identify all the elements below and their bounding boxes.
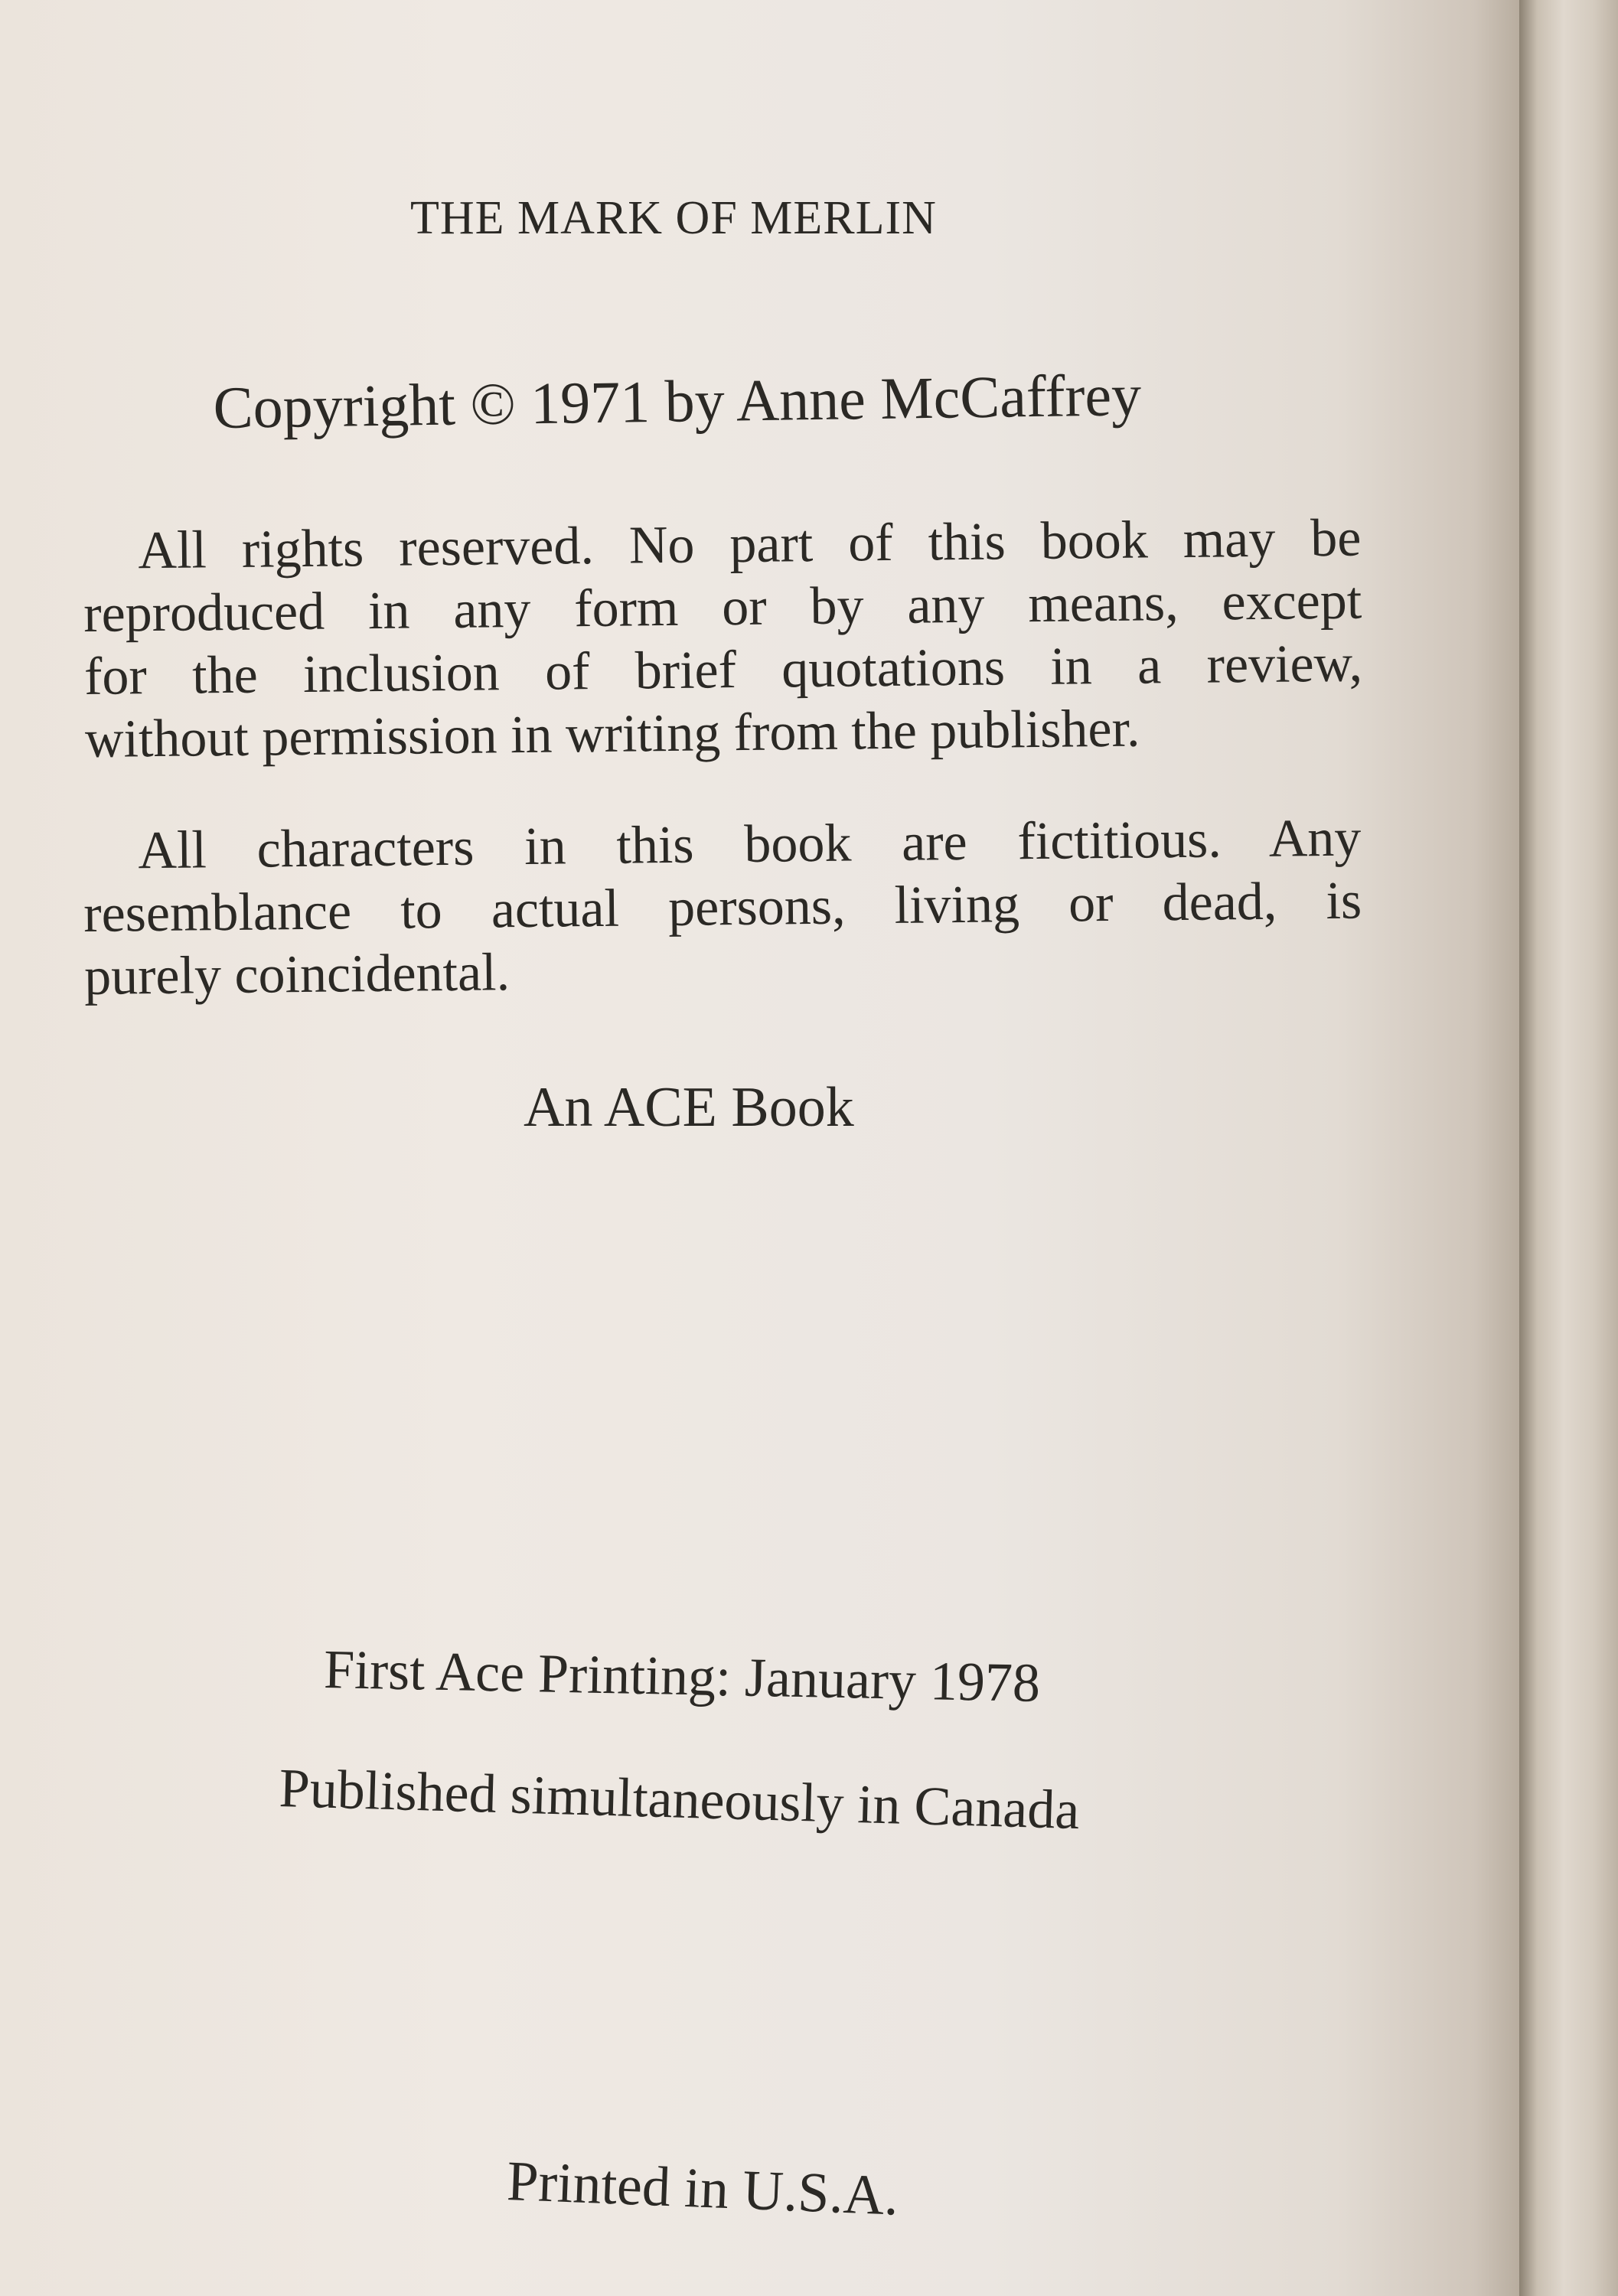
book-title: THE MARK OF MERLIN: [410, 192, 937, 244]
rights-line: reproduced in any form or by any means, except: [83, 571, 1362, 644]
printing-history: First Ace Printing: January 1978: [323, 1638, 1041, 1714]
rights-reserved-paragraph: [83, 507, 1363, 771]
rights-line: All rights reserved. No part of this book may be: [138, 508, 1362, 581]
disclaimer-line: All characters in this book are fictitious. Any: [138, 808, 1362, 881]
country-of-printing: Printed in U.S.A.: [505, 2149, 900, 2228]
copyright-notice: Copyright © 1971 by Anne McCaffrey: [213, 361, 1142, 441]
disclaimer-line: purely coincidental.: [83, 943, 511, 1006]
publisher-imprint: An ACE Book: [524, 1076, 854, 1139]
book-spine-edge: [1519, 0, 1618, 2296]
disclaimer-line: resemblance to actual persons, living or dead, is: [83, 871, 1362, 944]
rights-line: for the inclusion of brief quotations in a review,: [83, 634, 1363, 706]
canada-publication-note: Published simultaneously in Canada: [278, 1756, 1081, 1841]
rights-line: without permission in writing from the publisher.: [84, 699, 1140, 769]
fiction-disclaimer-paragraph: [83, 807, 1362, 1009]
